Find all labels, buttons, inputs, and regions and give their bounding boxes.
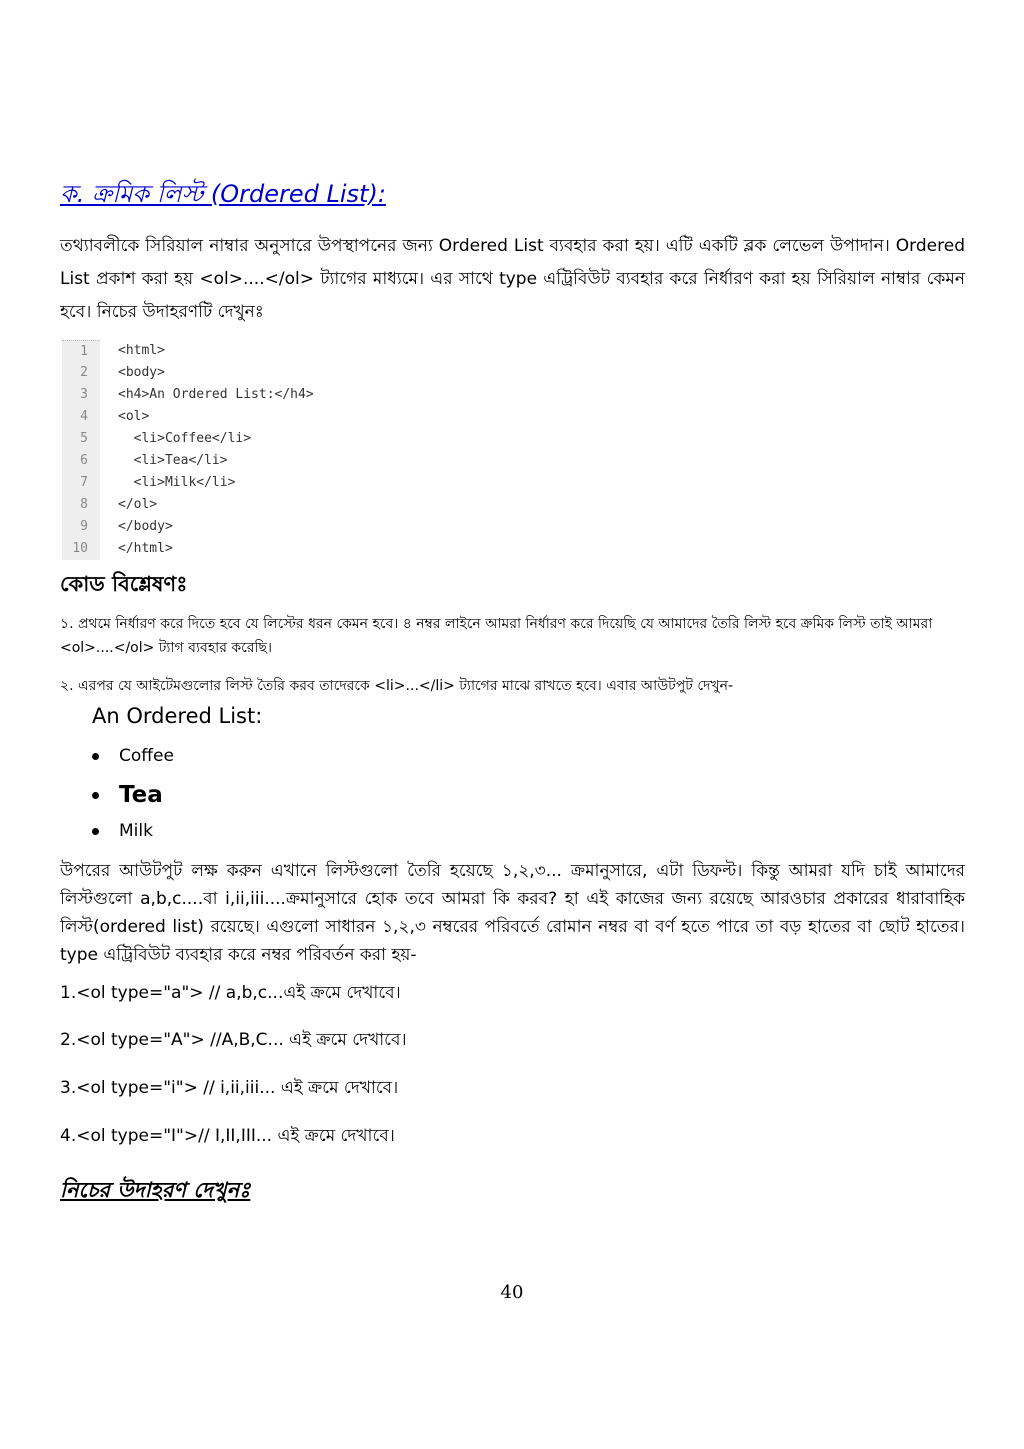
- code-line: [62, 516, 402, 538]
- code-text: </body>: [118, 519, 173, 534]
- analysis-heading: কোড বিশ্লেষণঃ: [60, 572, 188, 596]
- code-text: <ol>: [118, 409, 150, 424]
- code-line: [62, 406, 402, 428]
- analysis-point-2: [60, 674, 965, 698]
- line-number: 2: [62, 362, 100, 384]
- line-number: 10: [62, 538, 100, 560]
- code-text: <li>Tea</li>: [118, 453, 228, 468]
- page-number: 40: [500, 1282, 524, 1303]
- type-example: 1.<ol type="a"> // a,b,c...এই ক্রমে দেখাবে।: [60, 983, 401, 1003]
- analysis-point-1: [60, 612, 965, 660]
- type-example: 3.<ol type="i"> // i,ii,iii... এই ক্রমে দেখাবে।: [60, 1078, 399, 1098]
- line-number: 3: [62, 384, 100, 406]
- output-list-item: [92, 821, 153, 841]
- output-list-item: [92, 746, 174, 766]
- output-item-label: Coffee: [119, 746, 174, 766]
- code-text: </html>: [118, 541, 173, 556]
- code-line: [62, 494, 402, 516]
- code-line: [62, 384, 402, 406]
- output-title: An Ordered List:: [92, 704, 263, 728]
- type-example: 4.<ol type="I">// I,II,III... এই ক্রমে দেখাবে।: [60, 1126, 395, 1146]
- code-line: [62, 538, 402, 560]
- line-number: 5: [62, 428, 100, 450]
- example-heading: নিচের উদাহরণ দেখুনঃ: [60, 1178, 251, 1202]
- line-number: 1: [62, 340, 100, 362]
- explanation-paragraph: [60, 857, 965, 969]
- intro-paragraph: [60, 230, 965, 329]
- line-number: 8: [62, 494, 100, 516]
- line-number: 6: [62, 450, 100, 472]
- section-heading: ক. ক্রমিক লিস্ট (Ordered List):: [60, 180, 386, 208]
- code-text: <html>: [118, 343, 165, 358]
- output-list-item: [92, 782, 163, 808]
- code-text: </ol>: [118, 497, 158, 512]
- explanation-text: উপরের আউটপুট লক্ষ করুন এখানে লিস্টগুলো তৈরি হয়েছে ১,২,৩... ক্রমানুসারে, এটা ডিফল্ট। কিন্তু আমরা যদি চাই আমাদের লিস্টগুলো a,b,c....বা i,ii,iii....ক্রমানুসারে হোক তবে আমরা কি করব? হা এই কাজের জন্য রয়েছে আরওচার প্রকারের ধারাবাহিক লিস্ট(ordered list) রয়েছে। এগুলো সাধারন ১,২,৩ নম্বরের পরিবর্তে রোমান নম্বর বা বর্ণ হতে পারে তা বড় হাতের বা ছোট হাতের। type এট্রিবিউট ব্যবহার করে নম্বর পরিবর্তন করা হয়-: [60, 861, 965, 965]
- type-example: 2.<ol type="A"> //A,B,C... এই ক্রমে দেখাবে।: [60, 1030, 407, 1050]
- intro-text: তথ্যাবলীকে সিরিয়াল নাম্বার অনুসারে উপস্থাপনের জন্য Ordered List ব্যবহার করা হয়। এটি একটি ব্লক লেভেল উপাদান। Ordered List প্রকাশ করা হয় <ol>....</ol> ট্যাগের মাধ্যমে। এর সাথে type এট্রিবিউট ব্যবহার করে নির্ধারণ করা হয় সিরিয়াল নাম্বার কেমন হবে। নিচের উদাহরণটি দেখুনঃ: [60, 236, 965, 322]
- code-line: [62, 428, 402, 450]
- line-number: 4: [62, 406, 100, 428]
- code-text: <li>Milk</li>: [118, 475, 236, 490]
- code-sample: [62, 340, 402, 560]
- output-item-label: Tea: [119, 782, 163, 808]
- bullet-dot-icon: [92, 828, 99, 835]
- code-text: <body>: [118, 365, 165, 380]
- code-text: <li>Coffee</li>: [118, 431, 252, 446]
- output-item-label: Milk: [119, 821, 153, 841]
- code-line: [62, 362, 402, 384]
- analysis-point-2-text: ২. এরপর যে আইটেমগুলোর লিস্ট তৈরি করব তাদেরকে <li>...</li> ট্যাগের মাঝে রাখতে হবে। এবার আউটপুট দেখুন-: [60, 678, 733, 694]
- code-line: [62, 450, 402, 472]
- line-number: 7: [62, 472, 100, 494]
- code-line: [62, 472, 402, 494]
- code-line: [62, 340, 402, 362]
- bullet-dot-icon: [92, 792, 99, 799]
- analysis-point-1-text: ১. প্রথমে নির্ধারণ করে দিতে হবে যে লিস্টের ধরন কেমন হবে। ৪ নম্বর লাইনে আমরা নির্ধারণ করে দিয়েছি যে আমাদের তৈরি লিস্ট হবে ক্রমিক লিস্ট তাই আমরা <ol>....</ol> ট্যাগ ব্যবহার করেছি।: [60, 616, 933, 656]
- bullet-dot-icon: [92, 753, 99, 760]
- code-text: <h4>An Ordered List:</h4>: [118, 387, 314, 402]
- line-number: 9: [62, 516, 100, 538]
